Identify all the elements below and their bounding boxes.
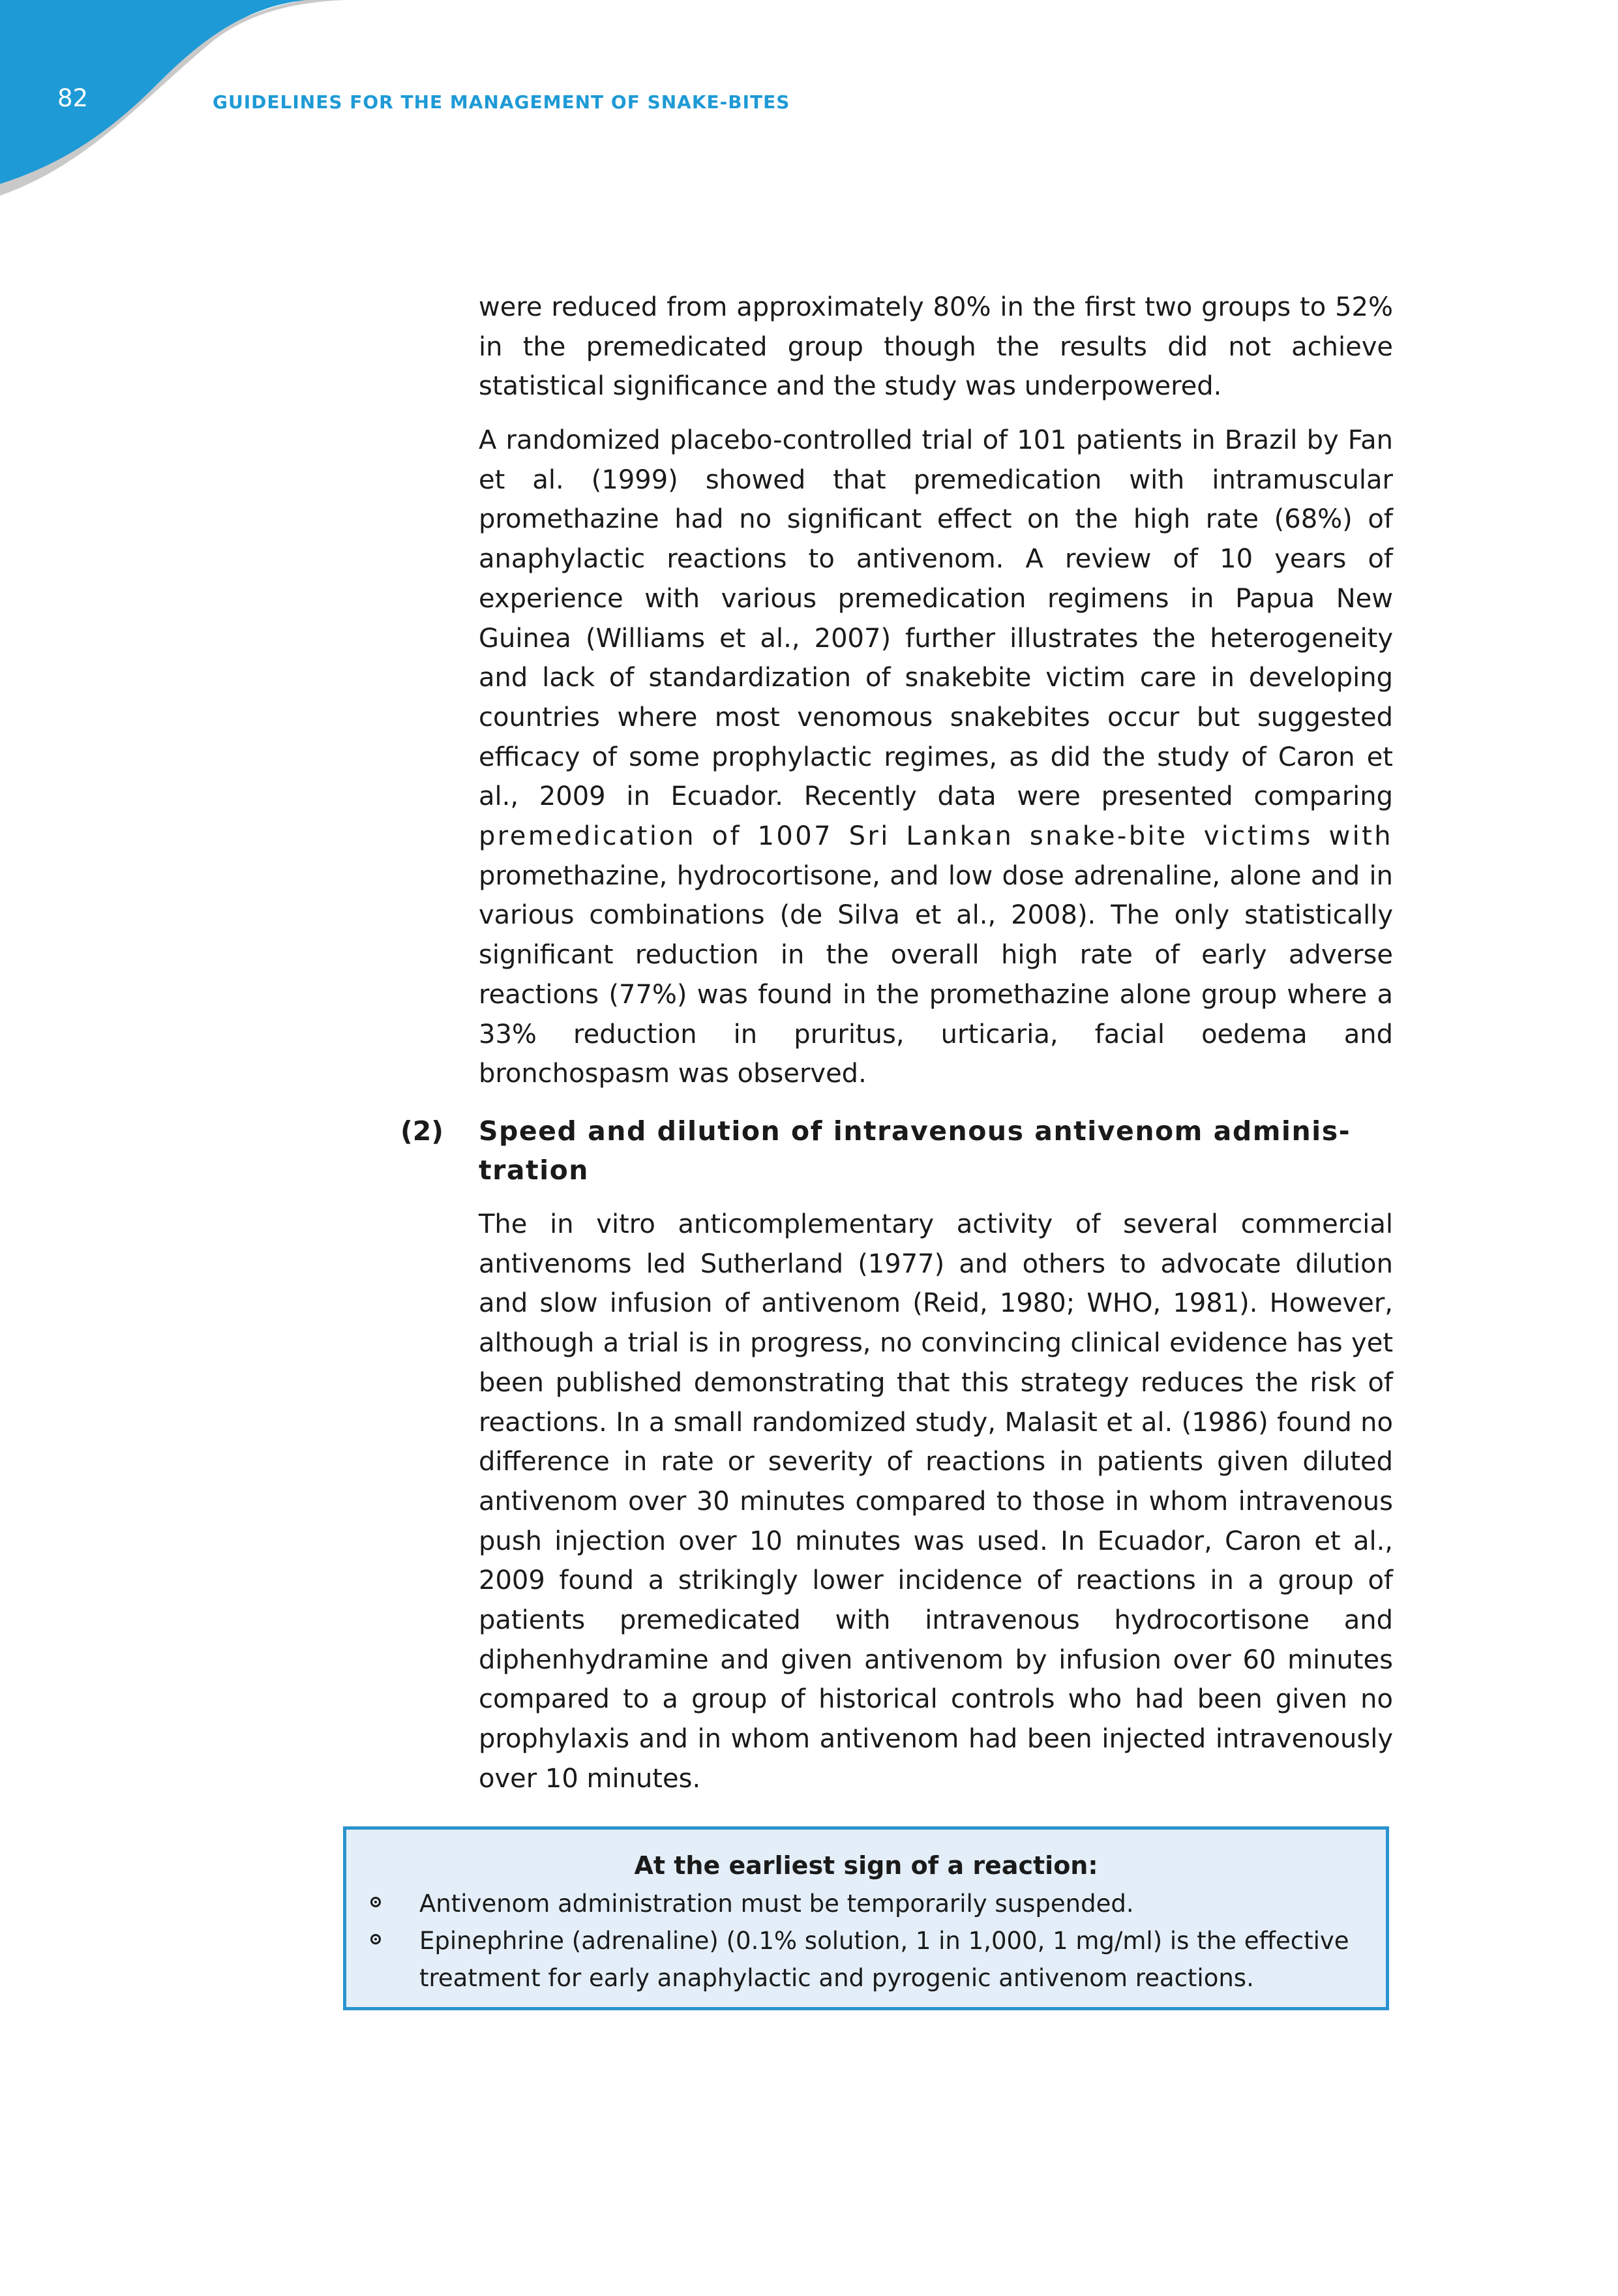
running-title: GUIDELINES FOR THE MANAGEMENT OF SNAKE-BITES [213,91,790,113]
body-paragraph-2-part-a: A randomized placebo-controlled trial of 101 patients in Brazil by Fan et al. (1999) showed that premedication with intramuscular promethazine had no significant effect on the high rate (68%) of anaphylactic reactions to antivenom. A review of 10 years of experience with various premedication regimens in Papua New Guinea (Williams et al., 2007) further illustrates the heterogeneity and lack of standardization of snakebite victim care in developing countries where most venomous snakebites occur but suggested efficacy of some prophylactic regimes, as did the study of Caron et al., 2009 in Ecuador. Recently data were presented comparing [479,425,1393,812]
section-heading: Speed and dilution of intravenous antivenom adminis-tration [479,1115,1351,1186]
circle-dot-icon [370,1897,381,1907]
body-paragraph-1: were reduced from approximately 80% in the first two groups to 52% in the premedicated group though the results did not achieve statistical significance and the study was underpowered. [479,292,1393,402]
body-paragraph-2 [479,421,1393,1094]
callout-list-item [346,1922,1386,1997]
body-paragraph-3: The in vitro anticomplementary activity of several commercial antivenoms led Sutherland (1977) and others to advocate dilution and slow infusion of antivenom (Reid, 1980; WHO, 1981). However, although a trial is in progress, no convincing clinical evidence has yet been published demonstrating that this strategy reduces the risk of reactions. In a small randomized study, Malasit et al. (1986) found no difference in rate or severity of reactions in patients given diluted antivenom over 30 minutes compared to those in whom intravenous push injection over 10 minutes was used. In Ecuador, Caron et al., 2009 found a strikingly lower incidence of reactions in a group of patients premedicated with intravenous hydrocortisone and diphenhydramine and given antivenom by infusion over 60 minutes compared to a group of historical controls who had been given no prophylaxis and in whom antivenom had been injected intravenously over 10 minutes. [479,1209,1393,1794]
callout-list [346,1885,1386,1997]
callout-box [343,1826,1389,2010]
body-paragraph-2-part-b: premedication of 1007 Sri Lankan snake-bite victims with [479,821,1393,852]
page-number: 82 [57,84,89,112]
callout-title: At the earliest sign of a reaction: [634,1851,1098,1880]
body-paragraph-2-part-c: promethazine, hydrocortisone, and low dose adrenaline, alone and in various combinations (de Silva et al., 2008). The only statistically significant reduction in the overall high rate of early adverse reactions (77%) was found in the promethazine alone group where a 33% reduction in pruritus, urticaria, facial oedema and bronchospasm was observed. [479,860,1393,1089]
callout-item-text: Epinephrine (adrenaline) (0.1% solution, 1 in 1,000, 1 mg/ml) is the effective treatment for early anaphylactic and pyrogenic antivenom reactions. [419,1927,1349,1992]
callout-list-item [346,1885,1386,1922]
section-number: (2) [400,1115,444,1147]
callout-item-text: Antivenom administration must be temporarily suspended. [419,1890,1134,1918]
circle-dot-icon [370,1934,381,1944]
